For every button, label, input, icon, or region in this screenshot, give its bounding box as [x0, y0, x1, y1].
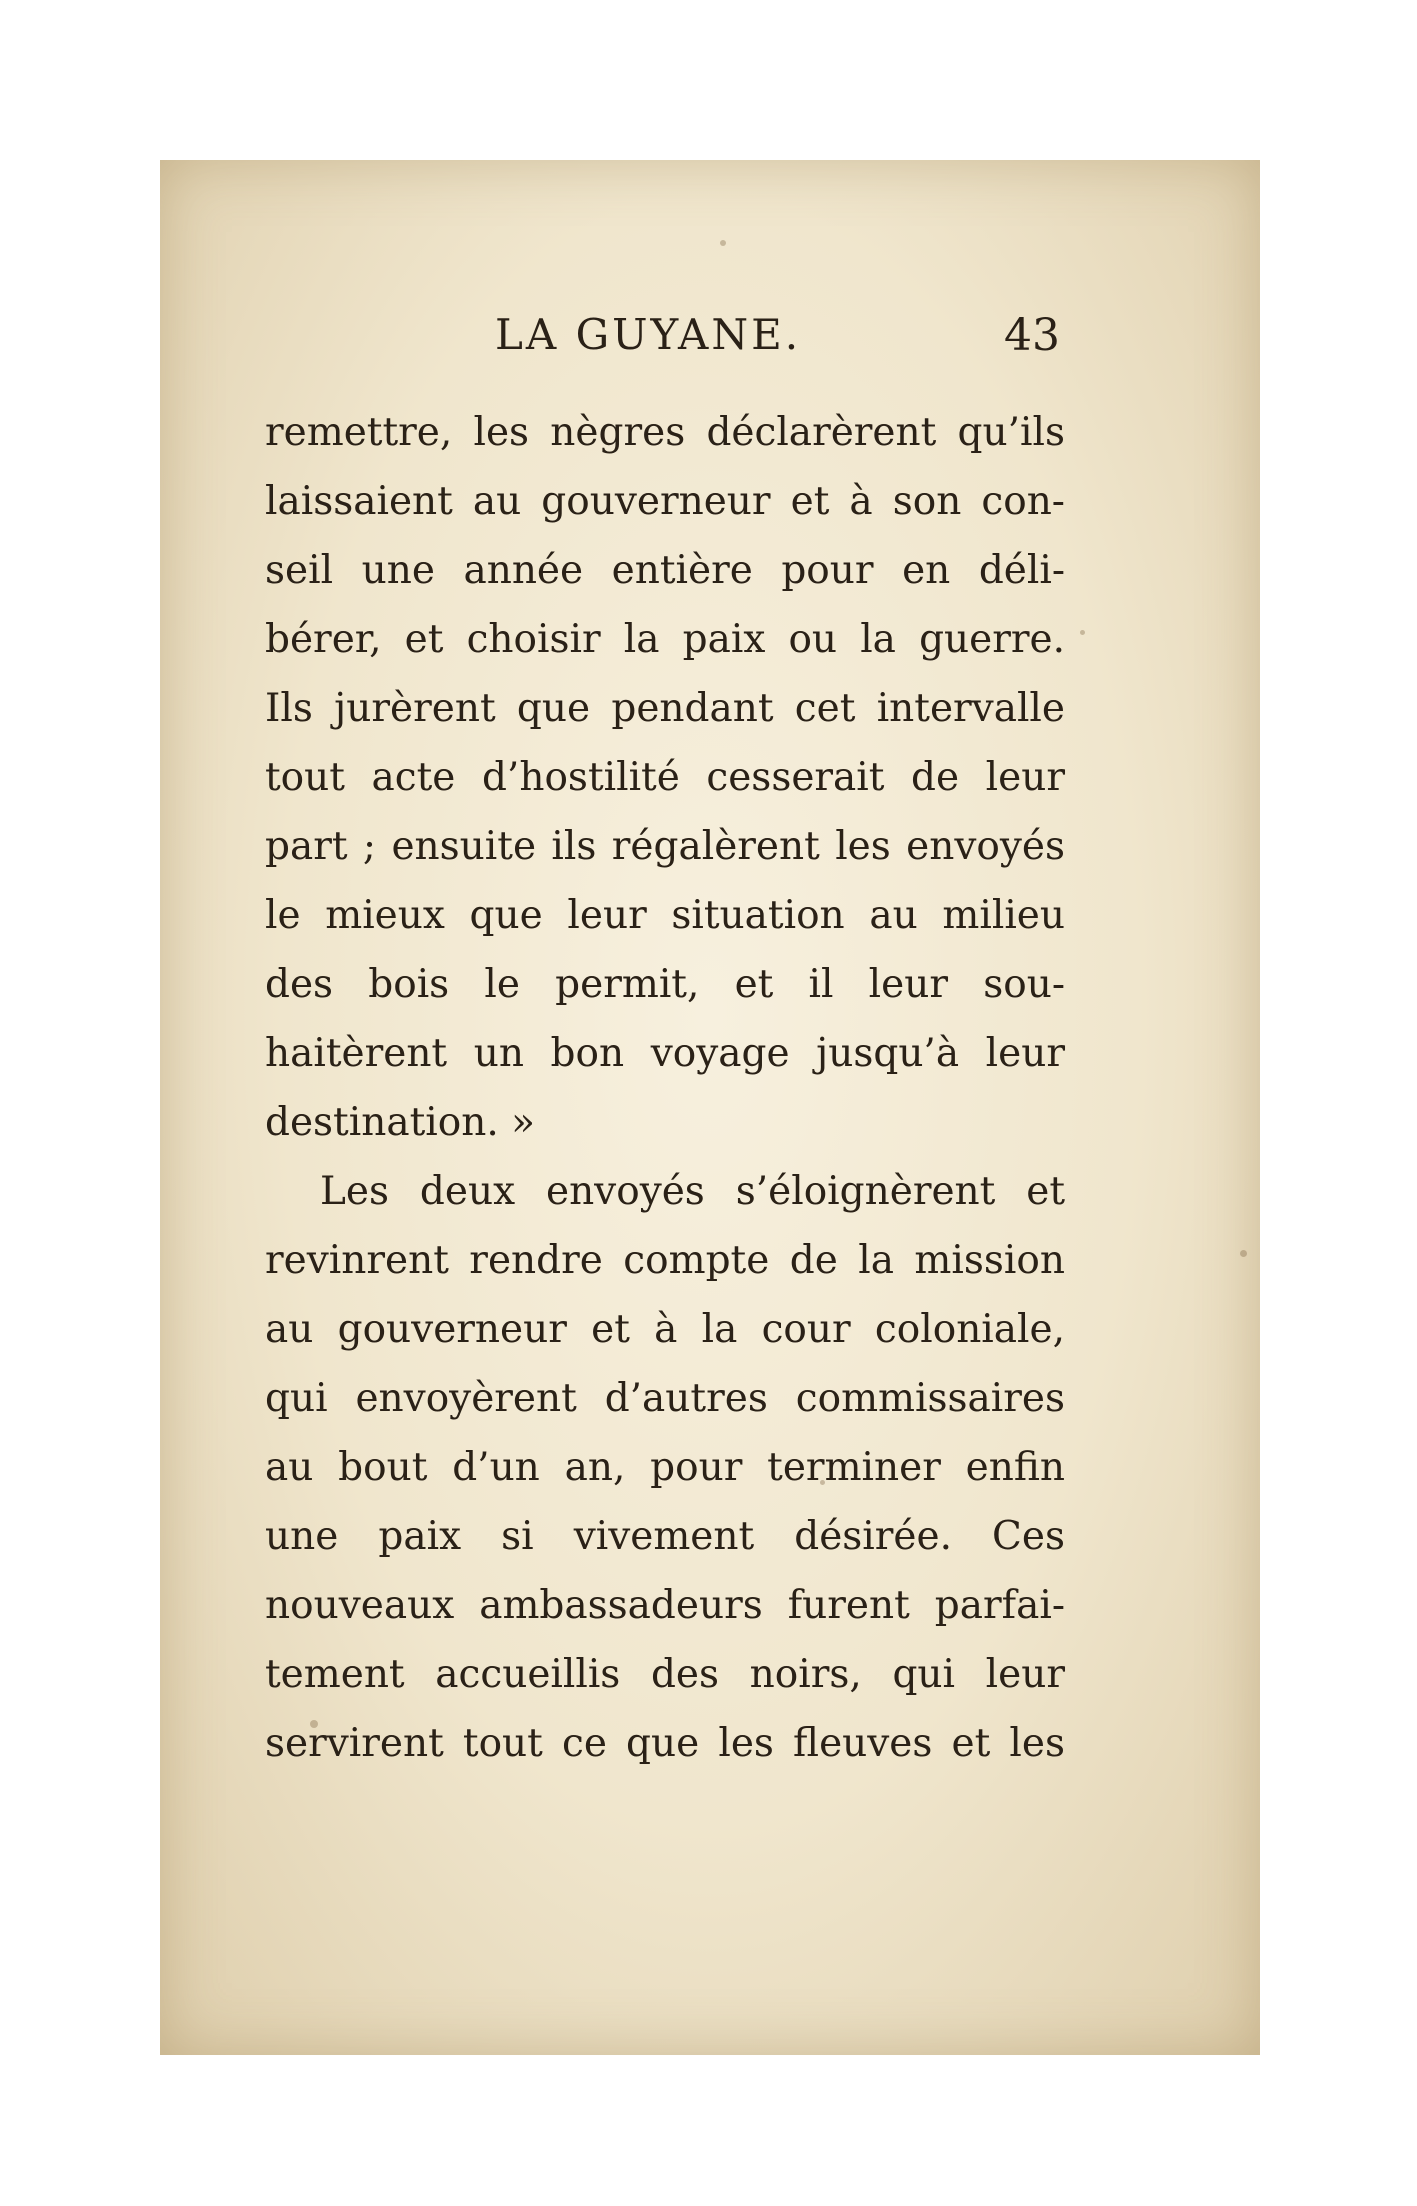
- text-line: tout acte d’hostilité cesserait de leur: [265, 755, 1065, 800]
- text-line: revinrent rendre compte de la mission: [265, 1238, 1065, 1283]
- text-line: tement accueillis des noirs, qui leur: [265, 1652, 1065, 1697]
- text-line: bérer, et choisir la paix ou la guerre.: [265, 617, 1065, 662]
- text-line: part ; ensuite ils régalèrent les envoyés: [265, 824, 1065, 869]
- text-line: une paix si vivement désirée. Ces: [265, 1514, 1065, 1559]
- text-line: laissaient au gouverneur et à son con-: [265, 479, 1065, 524]
- text-line: nouveaux ambassadeurs furent parfai-: [265, 1583, 1065, 1628]
- paper-speck: [720, 240, 726, 246]
- text-line: qui envoyèrent d’autres commissaires: [265, 1376, 1065, 1421]
- running-header: [265, 310, 1075, 380]
- text-line: seil une année entière pour en déli-: [265, 548, 1065, 593]
- running-title: LA GUYANE.: [495, 310, 802, 359]
- text-line: des bois le permit, et il leur sou-: [265, 962, 1065, 1007]
- page-number: 43: [1004, 310, 1060, 361]
- text-line: Ils jurèrent que pendant cet intervalle: [265, 686, 1065, 731]
- text-line: au gouverneur et à la cour coloniale,: [265, 1307, 1065, 1352]
- text-line: au bout d’un an, pour terminer enfin: [265, 1445, 1065, 1490]
- text-line: haitèrent un bon voyage jusqu’à leur: [265, 1031, 1065, 1076]
- paper-speck: [1080, 630, 1085, 635]
- text-line: le mieux que leur situation au milieu: [265, 893, 1065, 938]
- paper-speck: [1240, 1250, 1247, 1257]
- paragraph-first-line: Les deux envoyés s’éloignèrent et: [320, 1169, 1065, 1214]
- body-text: [265, 398, 1065, 1778]
- text-line: servirent tout ce que les fleuves et les: [265, 1721, 1065, 1766]
- text-line: remettre, les nègres déclarèrent qu’ils: [265, 410, 1065, 455]
- text-line: destination. »: [265, 1100, 535, 1145]
